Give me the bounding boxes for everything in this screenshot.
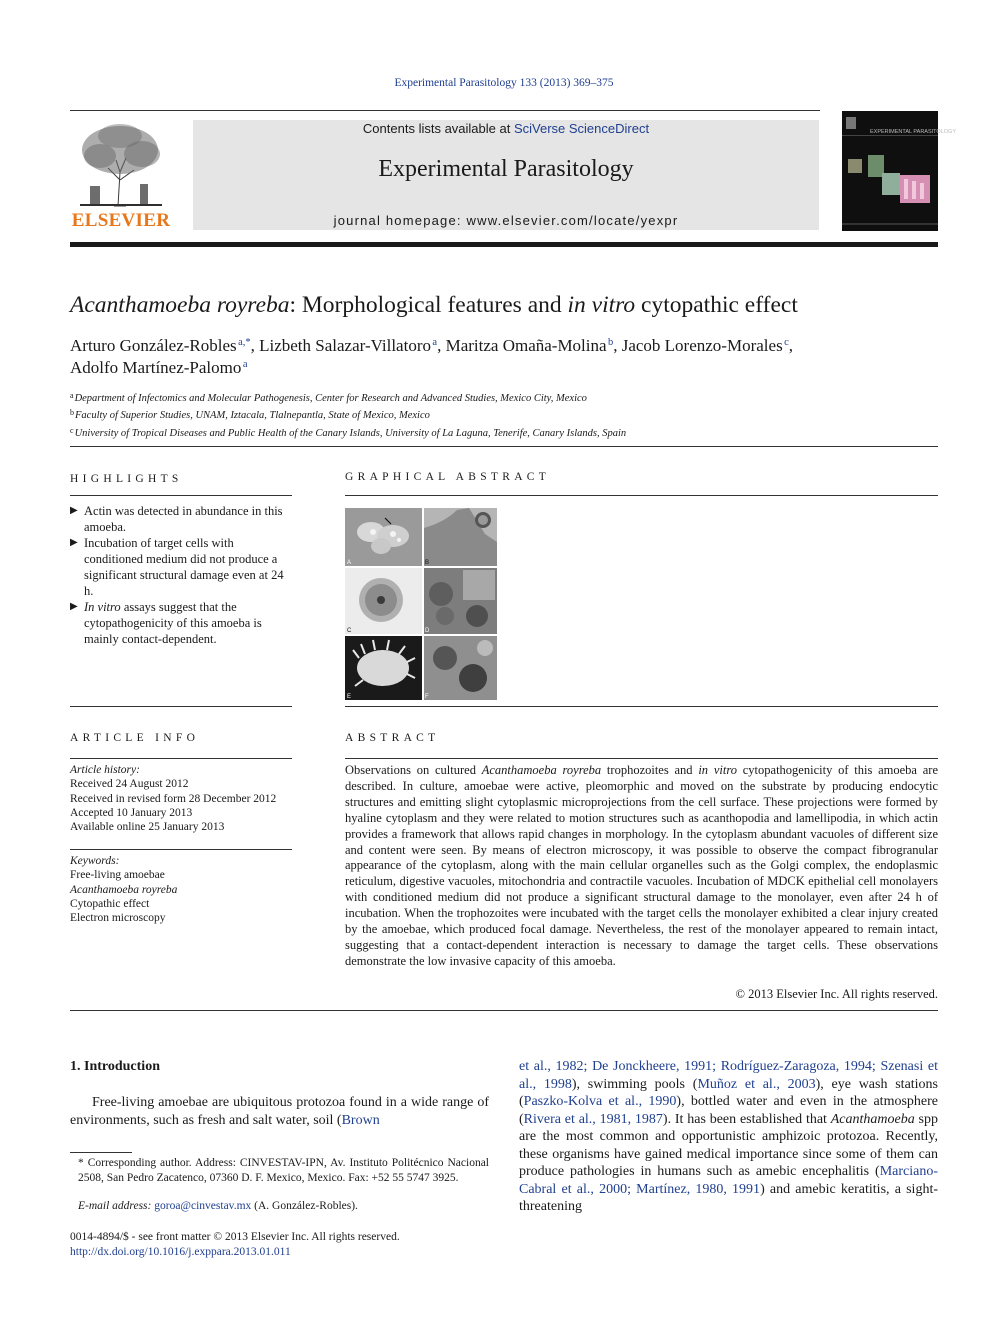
citation-link[interactable]: Rivera et al., 1981, 1987 <box>523 1111 663 1127</box>
journal-title: Experimental Parasitology <box>378 156 634 182</box>
keywords <box>70 854 300 925</box>
history-label: Article history: <box>70 764 140 776</box>
article-history <box>70 763 300 834</box>
highlights-heading: HIGHLIGHTS <box>70 473 183 485</box>
panel-label: B <box>425 560 430 566</box>
abstract-heading: ABSTRACT <box>345 732 440 744</box>
affiliation-letter: c <box>70 425 74 435</box>
citation-link[interactable]: et al., 1982; De Jonckheere, 1991; Rodríguez-Zaragoza, 1994; Szenasi et al., 1998 <box>519 1059 938 1092</box>
affiliation-item <box>70 389 940 406</box>
history-item: Accepted 10 January 2013 <box>70 806 193 819</box>
journal-homepage <box>193 213 819 228</box>
graphical-abstract-rule <box>345 495 938 496</box>
intro-text: ), bottled water and even in the atmosphere ( <box>519 1094 938 1127</box>
abstract-text <box>345 763 938 970</box>
author-name: Lizbeth Salazar-Villatoro <box>259 336 431 355</box>
affiliation-item <box>70 424 940 441</box>
abstract-part: Observations on cultured <box>345 763 482 777</box>
abstract-part: cytopathogenicity of this amoeba are described. In culture, amoebae were active, pleomorphic and moved on the substrate by producing endocytic structures and emitting slight cytoplasmic microprojections from the cell surface. These projections were formed by hyaline cytoplasm and they were related to motion structures such as acanthopodia and lamellipodia, in which actin provides a framework that allows rapid changes in morphology. In the cytoplasm abundant vacuoles of different size and content were seen. By means of electron microscopy, it was possible to observe the compact fibrogranular appearance of the cytoplasm, along with the main cellular organelles such as the Golgi complex, the endoplasmic reticulum, digestive vacuoles, mitochondria and contractile vacuoles. Incubation of MDCK epithelial cell monolayers with conditioned medium did not produce a significant structural damage to the monolayer, even after 24 h of incubation. When the trophozoites were incubated with the target cells the monolayer exhibited a clear injury created by the amoebae, which produced focal damage. Nevertheless, the rest of the monolayer appeared to remain intact, suggesting that a contact-dependent interaction is necessary to damage the target cells. These observations demonstrate the low invasive capacity of this amoeba. <box>345 763 939 968</box>
history-item: Received 24 August 2012 <box>70 778 189 791</box>
author-name: Jacob Lorenzo-Morales <box>621 336 783 355</box>
triangle-bullet-icon: ▶ <box>70 537 78 548</box>
author-affiliation-mark[interactable]: a,* <box>238 337 251 348</box>
abstract-part: trophozoites and <box>601 763 699 777</box>
highlight-item <box>70 503 292 535</box>
author-list: Arturo González-Robles $^{a,*}$, Lizbeth Salazar-Villatoro $^a$, Maritza Omaña-Molina $^b$, Jacob Lorenzo-Morales $^c$, Adolfo Martínez-Palomo $^a$ <box>70 336 794 377</box>
highlight-text: assays suggest that the cytopathogenicity of this amoeba is mainly contact-dependent. <box>84 600 262 646</box>
intro-text: ), swimming pools ( <box>571 1076 698 1092</box>
highlights-list <box>70 503 292 647</box>
intro-text: ) and amebic keratitis, a sight-threatening <box>519 1181 938 1214</box>
intro-italic: Acanthamoeba <box>830 1111 915 1127</box>
keyword-item: Cytopathic effect <box>70 897 150 910</box>
highlight-text: Actin was detected in abundance in this amoeba. <box>84 504 283 534</box>
highlights-bottom-rule <box>70 706 292 707</box>
graphical-abstract-heading: GRAPHICAL ABSTRACT <box>345 471 551 483</box>
email-footnote <box>70 1200 497 1212</box>
journal-cover-image <box>842 111 956 231</box>
contents-line <box>193 121 819 136</box>
title-part: : Morphological features and <box>289 292 568 318</box>
author-name: Arturo González-Robles <box>70 336 237 355</box>
abstract-copyright: © 2013 Elsevier Inc. All rights reserved. <box>735 987 938 1001</box>
cover-title: EXPERIMENTAL PARASITOLOGY <box>870 129 956 135</box>
panel-label: F <box>425 694 429 700</box>
affiliation-letter: a <box>70 391 74 400</box>
journal-citation[interactable]: Experimental Parasitology 133 (2013) 369–375 <box>394 77 614 89</box>
header-thick-rule <box>70 242 938 247</box>
article-info-rule <box>70 758 292 759</box>
history-item: Available online 25 January 2013 <box>70 821 225 834</box>
citation-link[interactable]: Muñoz et al., 2003 <box>697 1076 816 1092</box>
highlight-italic: In vitro <box>84 600 121 614</box>
affiliation-letter: b <box>70 408 74 418</box>
email-link[interactable]: goroa@cinvestav.mx <box>154 1200 252 1212</box>
doi-link[interactable]: http://dx.doi.org/10.1016/j.exppara.2013.01.011 <box>70 1245 291 1258</box>
author-name: Adolfo Martínez-Palomo <box>70 358 242 377</box>
article-info-heading: ARTICLE INFO <box>70 732 200 744</box>
keywords-rule <box>70 849 292 850</box>
homepage-prefix: journal homepage: <box>333 213 467 228</box>
abstract-italic: Acanthamoeba royreba <box>481 763 602 777</box>
keywords-label: Keywords: <box>70 855 120 867</box>
contents-prefix: Contents lists available at <box>362 121 514 136</box>
body-rule <box>70 1010 938 1011</box>
highlight-item <box>70 535 292 599</box>
intro-left-column <box>70 1094 489 1129</box>
panel-label: C <box>347 628 352 634</box>
keyword-item: Electron microscopy <box>70 912 166 925</box>
author-name: Maritza Omaña-Molina <box>445 336 607 355</box>
header-rule <box>70 110 820 111</box>
footnote-text: * Corresponding author. Address: CINVESTAV-IPN, Av. Instituto Politécnico Nacional 2508, San Pedro Zacatenco, 07360 D. F. Mexico, Mexico. Fax: +52 55 5747 3925. <box>78 1157 489 1184</box>
elsevier-wordmark: ELSEVIER <box>71 210 171 231</box>
intro-right-column <box>519 1058 938 1216</box>
citation-link[interactable]: Paszko-Kolva et al., 1990 <box>523 1094 677 1109</box>
keyword-item: Acanthamoeba royreba <box>70 883 178 896</box>
affiliation-rule <box>70 446 938 447</box>
article-title <box>70 290 940 320</box>
panel-label: D <box>425 628 430 634</box>
corresponding-author-footnote <box>70 1156 489 1185</box>
issn-line: 0014-4894/$ - see front matter © 2013 Elsevier Inc. All rights reserved. <box>70 1231 400 1243</box>
title-end: cytopathic effect <box>635 292 798 318</box>
footnote-rule <box>70 1152 132 1153</box>
author-affiliation-mark[interactable]: a <box>242 359 248 370</box>
history-item: Received in revised form 28 December 2012 <box>70 792 277 805</box>
abstract-rule <box>345 758 938 759</box>
citation-link[interactable]: Marciano-Cabral et al., 2000; Martínez, 1980, 1991 <box>519 1164 938 1197</box>
intro-text: Free-living amoebae are ubiquitous protozoa found in a wide range of environments, such as fresh and salt water, soil ( <box>70 1095 489 1128</box>
graphical-abstract-bottom-rule <box>345 706 938 707</box>
email-suffix: (A. González-Robles). <box>251 1200 358 1212</box>
title-in-vitro: in vitro <box>567 292 636 318</box>
affiliation-text: Department of Infectomics and Molecular Pathogenesis, Center for Research and Advanced Studies, Mexico City, Mexico <box>74 393 587 404</box>
intro-text: spp are the most common and opportunistic amphizoic protozoa. Recently, these organisms have gained medical importance since some of them can produce pathologies in humans such as amebic encephalitis ( <box>519 1111 938 1179</box>
homepage-url[interactable]: www.elsevier.com/locate/yexpr <box>466 213 679 228</box>
author-affiliation-mark[interactable]: c <box>784 337 789 348</box>
introduction-heading: 1. Introduction <box>70 1059 160 1074</box>
affiliations <box>70 389 940 441</box>
email-label: E-mail address: <box>78 1200 152 1212</box>
author-affiliation-mark[interactable]: b <box>607 337 614 348</box>
title-species: Acanthamoeba royreba <box>70 292 290 318</box>
affiliation-text: University of Tropical Diseases and Public Health of the Canary Islands, University of La Laguna, Tenerife, Canary Islands, Spain <box>74 427 627 439</box>
issn-block <box>70 1230 400 1259</box>
sciencedirect-link[interactable]: SciVerse ScienceDirect <box>513 121 650 136</box>
graphical-abstract-figure[interactable] <box>345 508 497 700</box>
intro-text: ). It has been established that <box>662 1111 831 1127</box>
abstract-italic: in vitro <box>698 763 737 777</box>
highlights-rule <box>70 495 292 496</box>
panel-label: A <box>347 560 352 566</box>
intro-text: ), eye wash stations ( <box>519 1076 939 1109</box>
citation-link[interactable]: Brown <box>341 1112 380 1128</box>
triangle-bullet-icon: ▶ <box>70 601 78 612</box>
keyword-item: Free-living amoebae <box>70 869 165 882</box>
affiliation-text: Faculty of Superior Studies, UNAM, Iztacala, Tlalnepantla, State of Mexico, Mexico <box>75 410 430 422</box>
highlight-item <box>70 599 292 647</box>
affiliation-item <box>70 406 940 423</box>
triangle-bullet-icon: ▶ <box>70 505 78 516</box>
panel-label: E <box>347 694 352 700</box>
author-affiliation-mark[interactable]: a <box>432 337 438 348</box>
highlight-text: Incubation of target cells with conditioned medium did not produce a significant structural damage even at 24 h. <box>84 536 284 598</box>
